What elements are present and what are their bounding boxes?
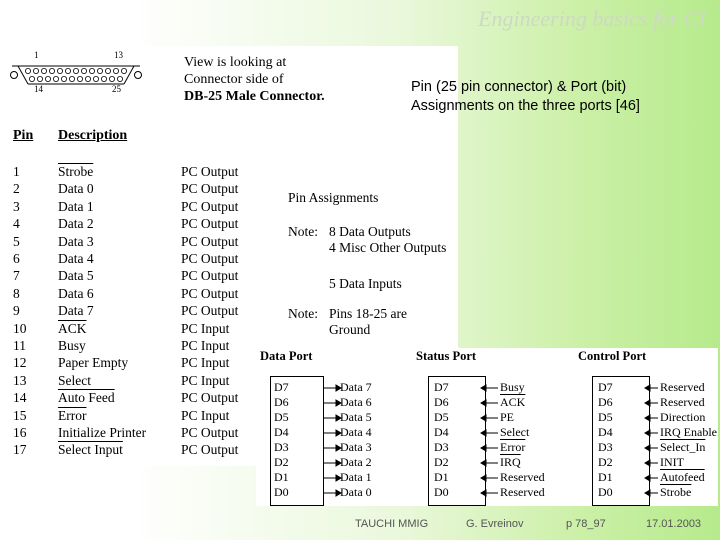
pin-number: 13 xyxy=(13,372,27,388)
pin-number: 9 xyxy=(13,303,20,319)
pin-number: 7 xyxy=(13,268,20,284)
port-arrows xyxy=(256,348,718,506)
note-line: 8 Data Outputs xyxy=(329,224,411,239)
data-port-bit: D7 xyxy=(274,380,289,394)
data-port-title: Data Port xyxy=(260,349,313,363)
pin-direction: PC Output xyxy=(181,303,239,319)
data-port-bit: D3 xyxy=(274,440,289,454)
pin-number: 3 xyxy=(13,198,20,214)
connector-pin xyxy=(53,76,58,81)
pin-direction: PC Output xyxy=(181,251,239,266)
pin-number: 17 xyxy=(13,442,27,458)
caption-line: Assignments on the three ports [46] xyxy=(411,98,640,114)
status-port-arrowhead xyxy=(481,430,486,436)
description-column-header: Description xyxy=(58,128,128,143)
db25-connector xyxy=(10,50,142,98)
data-port-signal: Data 0 xyxy=(340,485,372,499)
pin-description: Data 1 xyxy=(58,198,94,214)
assignments-title: Pin Assignments xyxy=(288,190,379,205)
pin-label-first-bottom: 14 xyxy=(34,84,43,94)
data-port-signal: Data 4 xyxy=(340,425,372,439)
pin-direction: PC Output xyxy=(181,233,239,249)
status-port-bit: D0 xyxy=(434,485,449,499)
control-port-signal: Autofeed xyxy=(660,470,705,484)
control-port-signal: IRQ Enable xyxy=(660,425,717,439)
pin-direction: PC Output xyxy=(181,181,239,197)
connector-pin xyxy=(113,68,118,73)
connector-pin xyxy=(73,68,78,73)
pin-description: Data 2 xyxy=(58,216,94,232)
pin-direction: PC Input xyxy=(181,372,230,388)
connector-pin xyxy=(117,76,122,81)
pin-description: Initialize Printer xyxy=(58,425,147,440)
connector-pin xyxy=(61,76,66,81)
note-line: Pins 18-25 are xyxy=(329,306,407,321)
data-port-bit: D4 xyxy=(274,425,289,439)
control-port-bit: D6 xyxy=(598,395,613,409)
status-port-bit: D2 xyxy=(434,455,449,469)
status-port-signal: Select xyxy=(500,425,530,439)
control-port-arrowhead xyxy=(645,460,650,466)
connector-pin xyxy=(65,68,70,73)
pin-direction: PC Input xyxy=(181,355,230,371)
pin-description: Data 5 xyxy=(58,268,94,284)
status-port-bit: D7 xyxy=(434,380,449,394)
note-line: Ground xyxy=(329,322,371,337)
status-port-signal: Reserved xyxy=(500,485,545,499)
connector-pin xyxy=(81,68,86,73)
control-port-bit: D0 xyxy=(598,485,613,499)
data-port-signal: Data 1 xyxy=(340,470,372,484)
control-port-bit: D4 xyxy=(598,425,613,439)
data-port-bit: D6 xyxy=(274,395,289,409)
pin-label-last-bottom: 25 xyxy=(112,84,121,94)
connector-pin xyxy=(33,68,38,73)
connector-pin xyxy=(49,68,54,73)
status-port-title: Status Port xyxy=(416,349,477,363)
data-port-bit: D1 xyxy=(274,470,289,484)
data-port-bit: D0 xyxy=(274,485,289,499)
pin-number: 14 xyxy=(13,390,27,406)
pin-number: 2 xyxy=(13,181,20,197)
status-port-signal: PE xyxy=(500,410,515,424)
pin-description: Data 4 xyxy=(58,251,94,266)
pin-description: Select Input xyxy=(58,442,123,458)
view-note-line: DB-25 Male Connector. xyxy=(184,89,325,104)
data-port-signal: Data 6 xyxy=(340,395,372,409)
pin-direction: PC Output xyxy=(181,390,239,406)
view-note-line: View is looking at xyxy=(184,55,287,70)
control-port-signal: Reserved xyxy=(660,395,705,409)
pin-description: Auto Feed xyxy=(58,390,115,406)
footer-author: G. Evreinov xyxy=(466,518,524,530)
status-port-bit: D4 xyxy=(434,425,449,439)
note-line: 5 Data Inputs xyxy=(329,276,402,291)
pin-number: 1 xyxy=(13,164,20,179)
pin-description: Error xyxy=(58,407,87,423)
pin-direction: PC Output xyxy=(181,198,239,214)
data-port-bit: D2 xyxy=(274,455,289,469)
connector-pin xyxy=(105,68,110,73)
control-port-arrowhead xyxy=(645,475,650,481)
note-label: Note: xyxy=(288,306,318,321)
connector-pin xyxy=(57,68,62,73)
control-port-signal: Reserved xyxy=(660,380,705,394)
control-port-signal: Select_In xyxy=(660,440,706,454)
pin-number: 8 xyxy=(13,285,20,301)
note-label: Note: xyxy=(288,224,318,239)
data-port-signal: Data 3 xyxy=(340,440,372,454)
pin-description: Data 7 xyxy=(58,303,94,319)
pin-number: 5 xyxy=(13,233,20,249)
connector-pin xyxy=(121,68,126,73)
status-port-arrowhead xyxy=(481,445,486,451)
pin-direction: PC Input xyxy=(181,407,230,423)
control-port-signal: Strobe xyxy=(660,485,692,499)
slide-title: Engineering basics for CI xyxy=(478,6,706,31)
status-port-arrowhead xyxy=(481,400,486,406)
control-port-bit: D5 xyxy=(598,410,613,424)
connector-pin xyxy=(85,76,90,81)
control-port-bit: D2 xyxy=(598,455,613,469)
pin-direction: PC Input xyxy=(181,320,230,336)
status-port-signal: Busy xyxy=(500,380,525,394)
status-port-arrowhead xyxy=(481,385,486,391)
status-port-signal: Error xyxy=(500,440,526,454)
pin-direction: PC Output xyxy=(181,285,239,301)
control-port-arrowhead xyxy=(645,385,650,391)
view-note-line: Connector side of xyxy=(184,72,284,87)
pin-description: $\overline{ACK}$ xyxy=(58,320,87,336)
control-port-bit: D1 xyxy=(598,470,613,484)
status-port-signal: $\overline{ACK}$ xyxy=(500,395,526,409)
connector-pin xyxy=(77,76,82,81)
status-port-arrowhead xyxy=(481,475,486,481)
pin-number: 10 xyxy=(13,320,27,336)
pin-number: 6 xyxy=(13,251,20,266)
connector-pin xyxy=(93,76,98,81)
pin-assignments-note xyxy=(288,190,447,338)
data-port-signal: Data 5 xyxy=(340,410,372,424)
pin-description: Data 0 xyxy=(58,181,94,197)
connector-pin xyxy=(69,76,74,81)
footer-org: TAUCHI MMIG xyxy=(355,518,429,530)
status-port-arrowhead xyxy=(481,415,486,421)
pin-number: 16 xyxy=(13,425,27,440)
status-port-signal: Reserved xyxy=(500,470,545,484)
pin-direction: PC Output xyxy=(181,164,239,179)
status-port-bit: D3 xyxy=(434,440,449,454)
pin-label-last-top: 13 xyxy=(114,50,123,60)
pin-number: 15 xyxy=(13,407,27,423)
data-port-signal: Data 7 xyxy=(340,380,372,394)
ports-diagram xyxy=(256,348,718,506)
connector-pin xyxy=(97,68,102,73)
connector-view-note xyxy=(184,54,325,105)
status-port-bit: D1 xyxy=(434,470,449,484)
control-port-signal: Direction xyxy=(660,410,706,424)
pin-number: 11 xyxy=(13,338,26,353)
control-port-arrowhead xyxy=(645,430,650,436)
status-port-arrowhead xyxy=(481,490,486,496)
pin-direction: PC Output xyxy=(181,216,239,232)
data-port-signal: Data 2 xyxy=(340,455,372,469)
control-port-arrowhead xyxy=(645,415,650,421)
footer-page: p 78_97 xyxy=(566,518,606,530)
connector-pin xyxy=(29,76,34,81)
connector-pin xyxy=(41,68,46,73)
control-port-arrowhead xyxy=(645,490,650,496)
control-port-bit: D7 xyxy=(598,380,613,394)
connector-pin xyxy=(109,76,114,81)
control-port-signal: INIT xyxy=(660,455,684,469)
pin-direction: PC Output xyxy=(181,425,239,440)
status-port-bit: D6 xyxy=(434,395,449,409)
pin-label-first-top: 1 xyxy=(34,50,39,60)
pin-description: Data 6 xyxy=(58,285,94,301)
control-port-title: Control Port xyxy=(578,349,647,363)
note-line: 4 Misc Other Outputs xyxy=(329,240,447,255)
pin-description: Busy xyxy=(58,338,86,353)
slide-caption xyxy=(411,78,640,116)
status-port-signal: $\overline{IRQ}$ xyxy=(500,455,521,469)
connector-pin xyxy=(37,76,42,81)
connector-pin xyxy=(25,68,30,73)
pin-description: Strobe xyxy=(58,164,94,179)
pin-number: 12 xyxy=(13,355,27,371)
pin-direction: PC Input xyxy=(181,338,230,353)
status-port-arrowhead xyxy=(481,460,486,466)
connector-pin xyxy=(101,76,106,81)
pin-description: Data 3 xyxy=(58,233,94,249)
pin-description: Select xyxy=(58,372,91,388)
data-port-bit: D5 xyxy=(274,410,289,424)
db25-connector-icon xyxy=(10,54,142,98)
connector-pin xyxy=(45,76,50,81)
pin-direction: PC Output xyxy=(181,442,239,458)
pin-direction: PC Output xyxy=(181,268,239,284)
caption-line: Pin (25 pin connector) & Port (bit) xyxy=(411,79,627,95)
control-port-arrowhead xyxy=(645,445,650,451)
control-port-arrowhead xyxy=(645,400,650,406)
pin-description: Paper Empty xyxy=(58,355,129,371)
pin-column-header: Pin xyxy=(13,128,34,143)
footer-date: 17.01.2003 xyxy=(646,518,702,530)
status-port-bit: D5 xyxy=(434,410,449,424)
connector-pin xyxy=(89,68,94,73)
pin-number: 4 xyxy=(13,216,20,232)
control-port-bit: D3 xyxy=(598,440,613,454)
